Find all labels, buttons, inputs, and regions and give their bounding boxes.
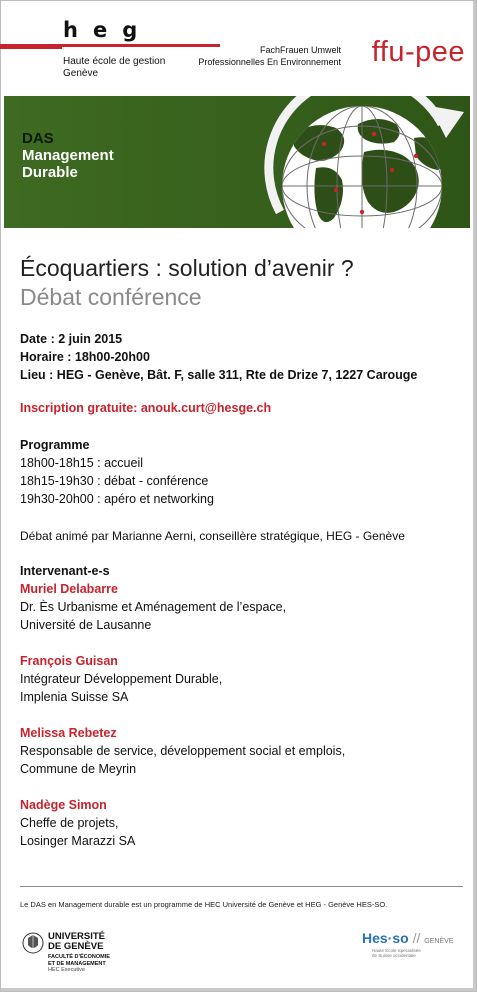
moderator-text: Débat animé par Marianne Aerni, conseillère stratégique, HEG - Genève [20,529,405,543]
speaker-name: Nadège Simon [20,798,107,812]
unige-crest-icon [22,930,44,960]
event-subtitle: Débat conférence [20,284,202,310]
speaker-block [20,796,135,850]
speaker-role: Cheffe de projets, [20,816,119,830]
speaker-block [20,724,345,778]
ffu-pee-logo: ffu-pee [371,36,465,68]
programme-item: 18h15-19h30 : débat - conférence [20,474,209,488]
event-title: Écoquartiers : solution d’avenir ? [20,255,354,281]
globe-icon [254,96,470,228]
footer-note: Le DAS en Management durable est un programme de HEC Université de Genève et HEG - Genève HES-SO. [20,900,388,909]
heg-logo: heg [63,18,153,42]
banner [4,96,470,228]
event-info [20,330,417,384]
speaker-name: François Guisan [20,654,118,668]
event-horaire: Horaire : 18h00-20h00 [20,350,150,364]
programme-section [20,436,214,508]
speaker-block [20,652,222,706]
speaker-role: Responsable de service, développement social et emplois, [20,744,346,758]
unige-logo: UNIVERSITÉ DE GENÈVE FACULTÉ D’ÉCONOMIE ET DE MANAGEMENT HEC Executive [22,930,172,980]
speaker-name: Melissa Rebetez [20,726,117,740]
speaker-org: Losinger Marazzi SA [20,834,136,848]
heg-subtitle: Haute école de gestion Genève [63,56,166,79]
heg-red-line [62,44,220,47]
event-date: Date : 2 juin 2015 [20,332,123,346]
inscription-link[interactable]: Inscription gratuite: anouk.curt@hesge.ch [20,401,272,415]
heg-red-bar [0,44,62,49]
hes-so-logo: Hes·so // GENÈVE Haute Ecole Spécialisée de Suisse occidentale [362,930,454,958]
banner-title: DAS Management Durable [22,130,114,181]
speaker-role: Intégrateur Développement Durable, [20,672,223,686]
speakers-heading: Intervenant-e-s [20,564,110,578]
programme-item: 18h00-18h15 : accueil [20,456,144,470]
event-lieu: Lieu : HEG - Genève, Bât. F, salle 311, Rte de Drize 7, 1227 Carouge [20,368,418,382]
speakers-section [20,562,286,634]
speaker-org: Commune de Meyrin [20,762,137,776]
speaker-role: Dr. Ès Urbanisme et Aménagement de l’espace, [20,600,287,614]
speaker-org: Implenia Suisse SA [20,690,129,704]
programme-item: 19h30-20h00 : apéro et networking [20,492,214,506]
programme-heading: Programme [20,438,90,452]
footer-divider [20,886,463,887]
ffu-description: FachFrauen Umwelt Professionnelles En Environnement [198,45,341,67]
speaker-org: Université de Lausanne [20,618,152,632]
speaker-name: Muriel Delabarre [20,582,118,596]
